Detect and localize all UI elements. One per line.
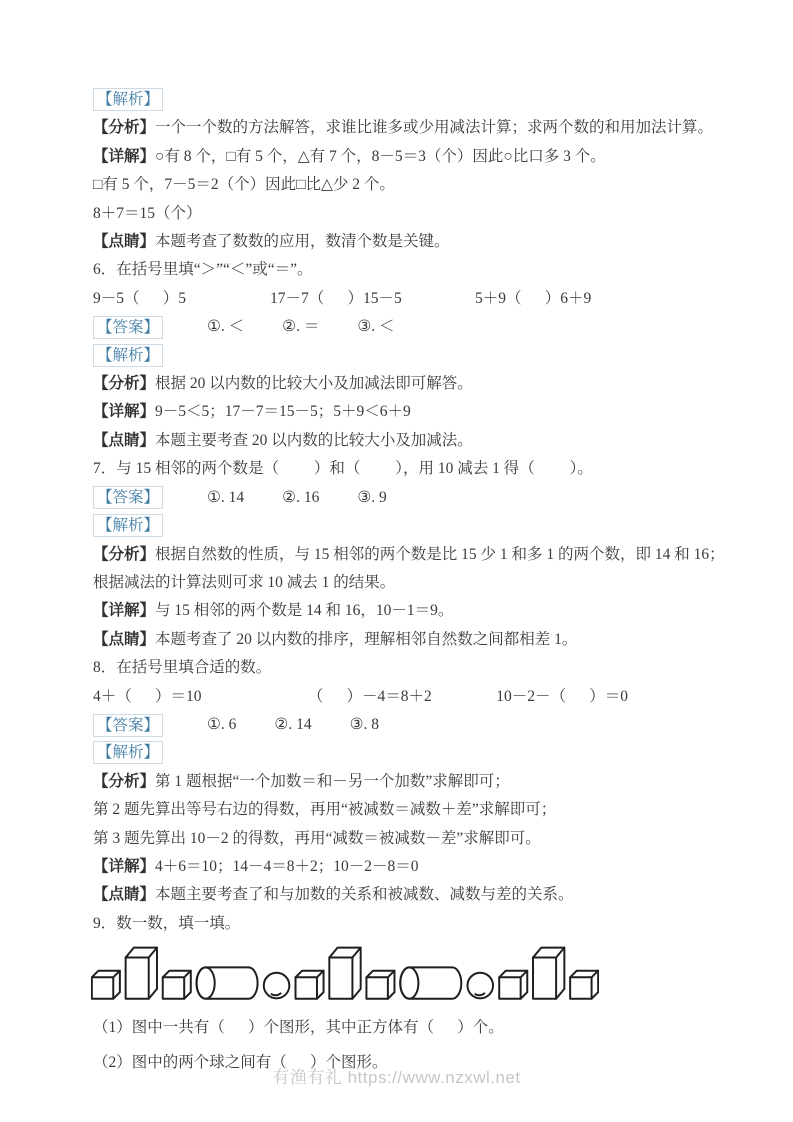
fenxi-label: 【分析】 <box>93 375 156 393</box>
dianjing-text: 本题主要考查了和与加数的关系和被减数、减数与差的关系。 <box>155 886 574 904</box>
worksheet-content <box>93 86 725 1077</box>
q6-analysis-tag-line <box>93 342 711 370</box>
q7-fenxi-cont: 根据减法的计算法则可求 10 减去 1 的结果。 <box>93 573 396 591</box>
analysis-tag: 【解析】 <box>93 514 163 537</box>
q8-analysis-tag-line <box>93 739 711 767</box>
fenxi-text: 第 1 题根据“一个加数＝和－另一个加数”求解即可； <box>155 772 510 790</box>
q6-xiangjie-line <box>93 398 711 426</box>
equation: 9－5（ ）5 <box>93 289 187 307</box>
q7-dianjing-line <box>93 626 711 654</box>
q5-analysis-tag-line <box>93 86 711 114</box>
cuboid-shape <box>329 948 360 999</box>
shapes-figure <box>91 944 711 1008</box>
answer-tag: 【答案】 <box>93 316 163 339</box>
analysis-tag: 【解析】 <box>93 741 163 764</box>
answer-item: ①. 6 <box>207 715 237 733</box>
answer-item: ③. 9 <box>357 488 387 506</box>
xiangjie-label: 【详解】 <box>93 602 156 620</box>
cube-shape <box>499 971 527 999</box>
question-8-equations <box>93 683 711 711</box>
dianjing-text: 本题主要考查 20 以内数的比较大小及加减法。 <box>155 431 473 449</box>
equation: 5＋9（ ）6＋9 <box>475 289 592 307</box>
xiangjie-label: 【详解】 <box>93 147 156 165</box>
q5-fenxi-line <box>93 114 714 142</box>
dianjing-label: 【点睛】 <box>93 630 156 648</box>
answer-item: ②. ＝ <box>282 318 320 336</box>
answer-item: ③. 8 <box>349 715 379 733</box>
q7-fenxi-line <box>93 541 725 569</box>
answer-tag: 【答案】 <box>93 714 163 737</box>
question-9-sub2: （2）图中的两个球之间有（ ）个图形。 <box>93 1053 388 1071</box>
question-7-title: 7．与 15 相邻的两个数是（ ）和（ ），用 10 减去 1 得（ ）。 <box>93 460 593 478</box>
question-9-sub1: （1）图中一共有（ ）个图形，其中正方体有（ ）个。 <box>93 1019 504 1037</box>
q5-xiangjie-line <box>93 143 711 171</box>
xiangjie-text: 与 15 相邻的两个数是 14 和 16，10－1＝9。 <box>155 602 454 620</box>
cube-shape <box>296 971 324 999</box>
cube-shape <box>570 971 598 999</box>
xiangjie-label: 【详解】 <box>93 403 156 421</box>
shapes-row <box>92 948 598 999</box>
q8-dianjing-line <box>93 881 711 909</box>
q8-fenxi-cont2: 第 3 题先算出 10－2 的得数，再用“减数＝被减数－差”求解即可。 <box>93 829 541 847</box>
q7-xiangjie-line <box>93 597 711 625</box>
sphere-shape <box>467 973 493 999</box>
fenxi-label: 【分析】 <box>93 545 156 563</box>
answer-item: ②. 14 <box>274 715 312 733</box>
answer-item: ②. 16 <box>282 488 320 506</box>
equation: 4＋（ ）＝10 <box>93 687 202 705</box>
q8-xiangjie-line <box>93 853 711 881</box>
equation: 10－2－（ ）＝0 <box>496 687 628 705</box>
site-watermark: 有渔有礼 https://www.nzxwl.net <box>272 1068 521 1087</box>
dianjing-label: 【点睛】 <box>93 233 156 251</box>
dianjing-label: 【点睛】 <box>93 431 156 449</box>
cube-shape <box>366 971 394 999</box>
question-7-answer-row <box>93 484 711 512</box>
fenxi-label: 【分析】 <box>93 119 156 137</box>
question-6-equations <box>93 285 711 313</box>
q5-xiangjie-cont1: □有 5 个，7－5＝2（个）因此□比△少 2 个。 <box>93 176 395 194</box>
question-6-title: 6．在括号里填“＞”“＜”或“＝”。 <box>93 261 313 279</box>
dianjing-text: 本题考查了数数的应用，数清个数是关键。 <box>155 233 450 251</box>
xiangjie-text: 4＋6＝10；14－4＝8＋2；10－2－8＝0 <box>155 857 419 875</box>
cylinder-shape <box>400 968 461 999</box>
question-9-title: 9．数一数，填一填。 <box>93 914 241 932</box>
cube-shape <box>163 971 191 999</box>
dianjing-label: 【点睛】 <box>93 886 156 904</box>
answer-tag: 【答案】 <box>93 486 163 509</box>
cuboid-shape <box>126 948 157 999</box>
shapes-svg <box>91 944 599 1004</box>
equation: 17－7（ ）15－5 <box>270 289 402 307</box>
question-6-answer-row <box>93 313 711 341</box>
q6-dianjing-line <box>93 427 711 455</box>
q5-xiangjie-cont2: 8＋7＝15（个） <box>93 204 202 222</box>
fenxi-text: 根据 20 以内数的比较大小及加减法即可解答。 <box>155 375 473 393</box>
analysis-tag: 【解析】 <box>93 344 163 367</box>
fenxi-text: 一个一个数的方法解答，求谁比谁多或少用减法计算；求两个数的和用加法计算。 <box>155 119 714 137</box>
question-8-title: 8．在括号里填合适的数。 <box>93 659 272 677</box>
sphere-shape <box>264 973 290 999</box>
xiangjie-text: 9－5＜5；17－7＝15－5；5＋9＜6＋9 <box>155 403 411 421</box>
question-8-answer-row <box>93 711 711 739</box>
fenxi-label: 【分析】 <box>93 772 156 790</box>
xiangjie-label: 【详解】 <box>93 857 156 875</box>
cylinder-shape <box>197 968 258 999</box>
xiangjie-text: ○有 8 个，□有 5 个，△有 7 个，8－5＝3（个）因此○比口多 3 个。 <box>155 147 606 165</box>
q5-dianjing-line <box>93 228 711 256</box>
answer-item: ①. ＜ <box>207 318 245 336</box>
fenxi-text: 根据自然数的性质，与 15 相邻的两个数是比 15 少 1 和多 1 的两个数，即 14 和 16； <box>155 545 725 563</box>
answer-item: ③. ＜ <box>357 318 395 336</box>
cube-shape <box>92 971 120 999</box>
dianjing-text: 本题考查了 20 以内数的排序，理解相邻自然数之间都相差 1。 <box>155 630 578 648</box>
equation: （ ）－4＝8＋2 <box>307 687 432 705</box>
answer-item: ①. 14 <box>207 488 245 506</box>
q6-fenxi-line <box>93 370 711 398</box>
q8-fenxi-cont1: 第 2 题先算出等号右边的得数，再用“被减数＝减数＋差”求解即可； <box>93 801 557 819</box>
q7-analysis-tag-line <box>93 512 711 540</box>
analysis-tag: 【解析】 <box>93 88 163 111</box>
q8-fenxi-line <box>93 768 711 796</box>
cuboid-shape <box>533 948 564 999</box>
